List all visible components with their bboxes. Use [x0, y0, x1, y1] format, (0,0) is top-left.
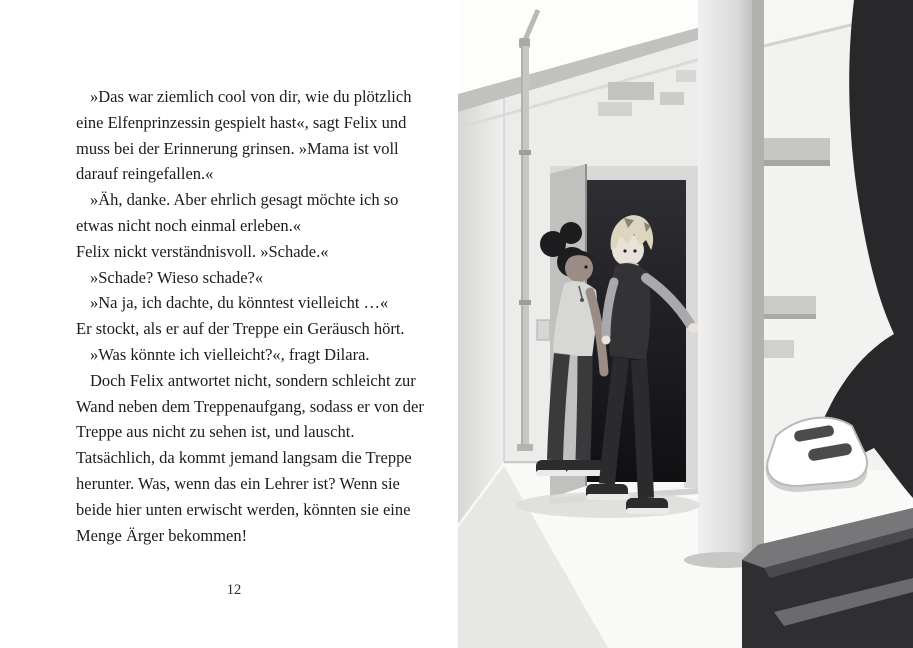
paragraph: »Na ja, ich dachte, du könntest vielleicht …« — [90, 293, 389, 313]
paragraph: »Das war ziemlich cool von dir, wie du plötzlich eine Elfenprinzessin gespielt hast«, sagt Felix und muss bei der Erinnerung grinsen. »Mama ist voll darauf reingefallen.« — [76, 87, 412, 184]
wall-switch-box — [537, 320, 550, 340]
paragraph: Felix nickt verständnisvoll. »Schade.« — [76, 241, 329, 261]
paragraph: »Schade? Wieso schade?« — [90, 267, 264, 287]
paragraph: Doch Felix antwortet nicht, sondern schleicht zur Wand neben dem Treppenaufgang, sodass er von der Treppe aus nicht zu sehen ist, und lauscht. Tatsächlich, da kommt jemand langsam die Treppe herunter. Was, wenn das ein Lehrer ist? Wenn sie beide hier unten erwischt werden, könnten sie eine Menge Ärger bekommen! — [76, 370, 424, 545]
staircase-illustration-svg — [458, 0, 913, 648]
left-page-text — [76, 84, 432, 548]
left-wall — [458, 84, 504, 524]
paragraph: Er stockt, als er auf der Treppe ein Geräusch hört. — [76, 319, 405, 339]
paragraph: »Äh, danke. Aber ehrlich gesagt möchte ich so etwas nicht noch einmal erleben.« — [76, 190, 399, 235]
paragraph: »Was könnte ich vielleicht?«, fragt Dilara. — [90, 344, 370, 364]
page-number: 12 — [226, 582, 242, 598]
staircase-illustration — [458, 0, 913, 648]
